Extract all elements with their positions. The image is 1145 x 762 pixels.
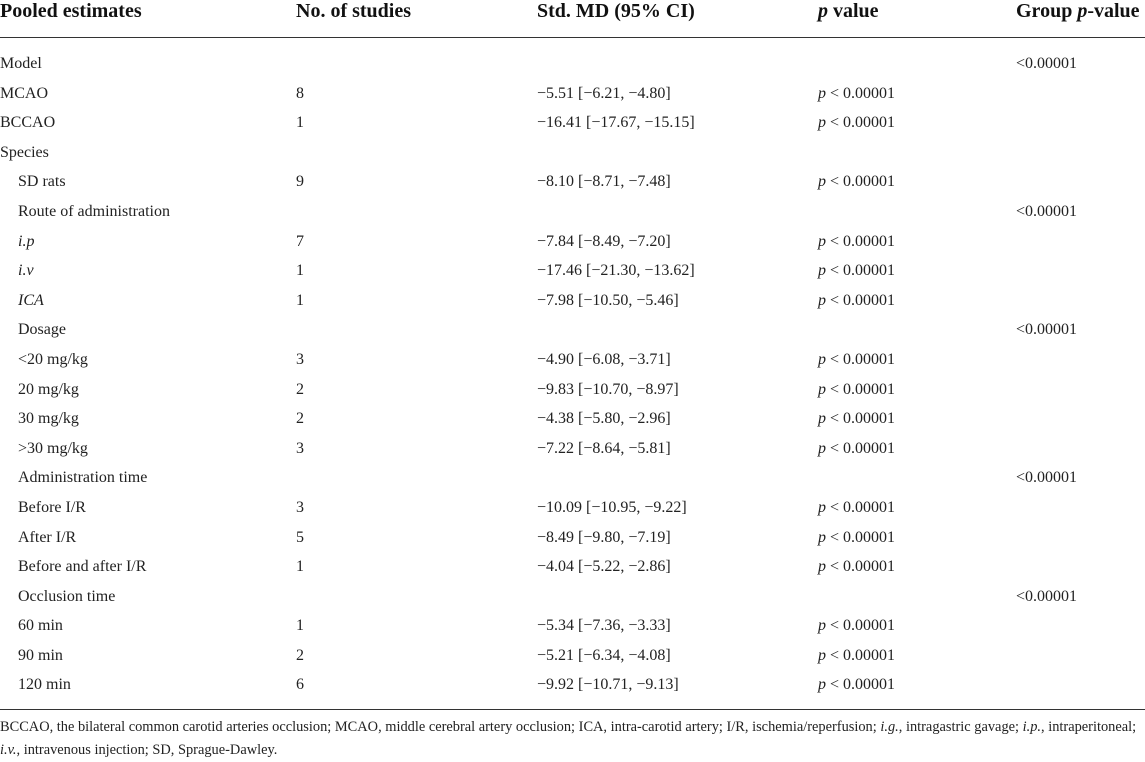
row-label: i.v xyxy=(18,262,34,280)
row-p-value xyxy=(818,493,895,523)
table-row xyxy=(0,670,1145,700)
p-value-text: < 0.00001 xyxy=(826,232,896,250)
row-p-value xyxy=(818,345,895,375)
table-row xyxy=(0,611,1145,641)
table-row xyxy=(0,375,1145,405)
row-p-value xyxy=(818,108,895,138)
p-value-text: < 0.00001 xyxy=(826,410,896,428)
p-value-text: < 0.00001 xyxy=(826,646,896,664)
footnote-segment: , intragastric gavage; xyxy=(898,719,1023,735)
p-symbol: p xyxy=(818,439,826,457)
row-std-md: −7.84 [−8.49, −7.20] xyxy=(537,232,671,250)
table-row xyxy=(0,49,1145,79)
row-p-value xyxy=(818,167,895,197)
row-label: 120 min xyxy=(18,676,71,694)
row-label: ICA xyxy=(18,291,44,309)
row-p-value xyxy=(818,79,895,109)
footnote-segment: i.p. xyxy=(1022,719,1042,735)
row-p-value xyxy=(818,552,895,582)
table-row xyxy=(0,197,1145,227)
row-label: Before and after I/R xyxy=(18,558,147,576)
row-std-md: −8.10 [−8.71, −7.48] xyxy=(537,173,671,191)
row-std-md: −7.22 [−8.64, −5.81] xyxy=(537,439,671,457)
p-value-text: < 0.00001 xyxy=(826,84,896,102)
header-p-value: p value xyxy=(818,0,879,22)
header-pooled-estimates: Pooled estimates xyxy=(0,0,142,22)
table-header xyxy=(0,0,1145,38)
p-symbol: p xyxy=(818,350,826,368)
p-symbol: p xyxy=(818,380,826,398)
p-symbol: p xyxy=(818,291,826,309)
table-row xyxy=(0,227,1145,257)
row-std-md: −5.34 [−7.36, −3.33] xyxy=(537,617,671,635)
table-row xyxy=(0,463,1145,493)
row-label: Model xyxy=(0,55,42,72)
p-value-text: < 0.00001 xyxy=(826,262,896,280)
row-no-of-studies: 1 xyxy=(296,262,304,280)
row-std-md: −10.09 [−10.95, −9.22] xyxy=(537,498,687,516)
footnote-segment: BCCAO, the bilateral common carotid arteries occlusion; MCAO, middle cerebral artery occlusion; ICA, intra-carotid artery; I/R, ischemia/reperfusion; xyxy=(0,719,881,735)
p-value-text: < 0.00001 xyxy=(826,173,896,191)
row-p-value xyxy=(818,434,895,464)
p-value-text: < 0.00001 xyxy=(826,617,896,635)
row-no-of-studies: 5 xyxy=(296,528,304,546)
row-std-md: −9.92 [−10.71, −9.13] xyxy=(537,676,679,694)
table-body xyxy=(0,49,1145,700)
row-no-of-studies: 9 xyxy=(296,173,304,191)
footnote-segment: , intravenous injection; SD, Sprague-Dawley. xyxy=(16,742,278,758)
p-symbol: p xyxy=(818,173,826,191)
row-std-md: −9.83 [−10.70, −8.97] xyxy=(537,380,679,398)
p-symbol: p xyxy=(818,262,826,280)
footnote-segment: , intraperitoneal; xyxy=(1041,719,1137,735)
row-std-md: −7.98 [−10.50, −5.46] xyxy=(537,291,679,309)
p-symbol: p xyxy=(818,498,826,516)
table-row xyxy=(0,167,1145,197)
row-label: 60 min xyxy=(18,617,63,635)
row-std-md: −4.04 [−5.22, −2.86] xyxy=(537,558,671,576)
p-symbol: p xyxy=(818,558,826,576)
row-p-value xyxy=(818,375,895,405)
row-no-of-studies: 1 xyxy=(296,558,304,576)
row-label: MCAO xyxy=(0,84,49,102)
row-p-value xyxy=(818,227,895,257)
p-value-text: < 0.00001 xyxy=(826,380,896,398)
p-symbol: p xyxy=(818,232,826,250)
row-no-of-studies: 3 xyxy=(296,498,304,516)
table-row xyxy=(0,582,1145,612)
table-row xyxy=(0,256,1145,286)
p-value-text: < 0.00001 xyxy=(826,558,896,576)
p-symbol: p xyxy=(818,410,826,428)
row-no-of-studies: 8 xyxy=(296,84,304,102)
table-row xyxy=(0,286,1145,316)
row-label: SD rats xyxy=(18,173,66,191)
row-std-md: −4.38 [−5.80, −2.96] xyxy=(537,410,671,428)
p-symbol: p xyxy=(818,676,826,694)
row-std-md: −5.51 [−6.21, −4.80] xyxy=(537,84,671,102)
row-label: Dosage xyxy=(18,321,66,339)
row-label: <20 mg/kg xyxy=(18,350,88,368)
table-row xyxy=(0,404,1145,434)
table-row xyxy=(0,493,1145,523)
p-symbol: p xyxy=(818,528,826,546)
row-no-of-studies: 2 xyxy=(296,380,304,398)
row-std-md: −8.49 [−9.80, −7.19] xyxy=(537,528,671,546)
row-label: Route of administration xyxy=(18,202,170,220)
row-label: 30 mg/kg xyxy=(18,410,79,428)
row-label: i.p xyxy=(18,232,35,250)
p-value-text: < 0.00001 xyxy=(826,114,896,132)
header-std-md: Std. MD (95% CI) xyxy=(537,0,695,22)
row-no-of-studies: 7 xyxy=(296,232,304,250)
row-no-of-studies: 1 xyxy=(296,617,304,635)
row-no-of-studies: 1 xyxy=(296,114,304,132)
row-label: After I/R xyxy=(18,528,77,546)
table-footnote xyxy=(0,716,1140,762)
row-p-value xyxy=(818,523,895,553)
table-row xyxy=(0,315,1145,345)
row-label: BCCAO xyxy=(0,114,56,132)
row-p-value xyxy=(818,670,895,700)
row-std-md: −16.41 [−17.67, −15.15] xyxy=(537,114,695,132)
table-row xyxy=(0,108,1145,138)
row-label: Before I/R xyxy=(18,498,86,516)
header-group-p-value: Group p-value xyxy=(1016,0,1140,22)
p-symbol: p xyxy=(818,84,826,102)
p-value-text: < 0.00001 xyxy=(826,498,896,516)
header-no-of-studies: No. of studies xyxy=(296,0,412,22)
p-symbol: p xyxy=(818,617,826,635)
row-group-p-value: <0.00001 xyxy=(1016,55,1078,72)
footnote-segment: i.v. xyxy=(0,742,17,758)
table-row xyxy=(0,79,1145,109)
table-bottom-rule xyxy=(0,709,1145,710)
row-label: 90 min xyxy=(18,646,63,664)
row-no-of-studies: 3 xyxy=(296,439,304,457)
p-value-text: < 0.00001 xyxy=(826,291,896,309)
row-std-md: −5.21 [−6.34, −4.08] xyxy=(537,646,671,664)
table-row xyxy=(0,523,1145,553)
table-row xyxy=(0,434,1145,464)
row-std-md: −4.90 [−6.08, −3.71] xyxy=(537,350,671,368)
row-std-md: −17.46 [−21.30, −13.62] xyxy=(537,262,695,280)
row-p-value xyxy=(818,404,895,434)
row-label: Administration time xyxy=(18,469,148,487)
row-group-p-value: <0.00001 xyxy=(1016,587,1078,605)
p-value-text: < 0.00001 xyxy=(826,350,896,368)
p-symbol: p xyxy=(818,114,826,132)
p-value-text: < 0.00001 xyxy=(826,528,896,546)
row-no-of-studies: 2 xyxy=(296,410,304,428)
footnote-segment: i.g. xyxy=(880,719,899,735)
row-p-value xyxy=(818,286,895,316)
row-label: >30 mg/kg xyxy=(18,439,88,457)
table-row xyxy=(0,345,1145,375)
row-group-p-value: <0.00001 xyxy=(1016,202,1078,220)
row-group-p-value: <0.00001 xyxy=(1016,469,1078,487)
row-no-of-studies: 2 xyxy=(296,646,304,664)
table-row xyxy=(0,138,1145,168)
p-symbol: p xyxy=(818,646,826,664)
row-label: 20 mg/kg xyxy=(18,380,79,398)
row-p-value xyxy=(818,641,895,671)
row-label: Occlusion time xyxy=(18,587,116,605)
row-p-value xyxy=(818,256,895,286)
row-no-of-studies: 1 xyxy=(296,291,304,309)
row-no-of-studies: 3 xyxy=(296,350,304,368)
row-p-value xyxy=(818,611,895,641)
row-group-p-value: <0.00001 xyxy=(1016,321,1078,339)
row-no-of-studies: 6 xyxy=(296,676,304,694)
p-value-text: < 0.00001 xyxy=(826,676,896,694)
p-value-text: < 0.00001 xyxy=(826,439,896,457)
row-label: Species xyxy=(0,143,49,161)
table-row xyxy=(0,552,1145,582)
table-row xyxy=(0,641,1145,671)
